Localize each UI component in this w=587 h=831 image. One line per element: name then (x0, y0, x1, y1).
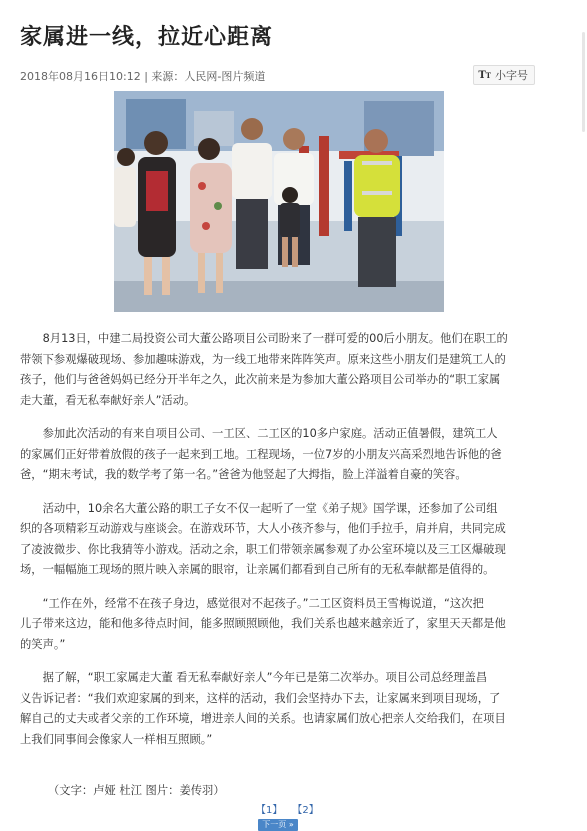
paragraph-line: 了凌波微步、你比我猜等小游戏。活动之余，职工们带领亲属参观了办公室环境以及三工区爆破现 (20, 542, 506, 556)
paragraph-line: 据了解，“职工家属走大董 看无私奉献好亲人”今年已是第二次举办。项目公司总经理盖昌 (42, 671, 488, 684)
meta-separator: | (144, 70, 152, 83)
paragraph (20, 499, 565, 581)
paragraph-line: 带领下参观爆破现场、参加趣味游戏，为一线工地带来阵阵笑声。原来这些小朋友们是建筑工人的 (20, 352, 506, 366)
next-page-button[interactable]: 下一页 » (258, 819, 298, 831)
paragraph-line: 的家属们正好带着放假的孩子一起来到工地。工程现场，一位7岁的小朋友兴高采烈地告诉他的爸 (20, 447, 502, 461)
publish-date: 2018年08月16日10:12 (20, 70, 141, 83)
paragraph (20, 668, 565, 750)
article-body (20, 329, 565, 763)
paragraph-line: “工作在外，经常不在孩子身边，感觉很对不起孩子。”二工区资料员王雪梅说道，“这次把 (42, 596, 484, 610)
paragraph-line: 爸，“期末考试，我的数学考了第一名。”爸爸为他竖起了大拇指，脸上洋溢着自豪的笑容。 (20, 468, 467, 481)
page-2-link[interactable]: 【2】 (292, 805, 319, 816)
font-size-toggle[interactable] (473, 65, 535, 85)
paragraph-line: 的笑声。” (20, 637, 66, 651)
scrollbar[interactable] (582, 32, 585, 132)
article-title: 家属进一线，拉近心距离 (20, 25, 274, 50)
paragraph-line: 参加此次活动的有来自项目公司、一工区、二工区的10多户家庭。活动正值暑假，建筑工人 (42, 427, 498, 440)
article-photo (114, 91, 444, 312)
paragraph (20, 594, 565, 656)
photo-credit: （文字：卢娅 杜江 图片：姜传羽） (48, 784, 225, 797)
paragraph-line: 孩子，他们与爸爸妈妈已经分开半年之久，此次前来是为参加大董公路项目公司举办的“职工家属 (20, 373, 501, 386)
paragraph-line: 上我们同事间会像家人一样相互照顾。” (20, 732, 213, 746)
paragraph (20, 329, 565, 411)
paragraph (20, 424, 565, 486)
meta-info (20, 68, 265, 84)
paragraph-line: 活动中，10余名大董公路的职工子女不仅一起听了一堂《弟子规》国学课，还参加了公司组 (42, 501, 498, 515)
paragraph-line: 儿子带来这边，能和他多待点时间，能多照顾照顾他，我们关系也越来越亲近了，家里天天都是他 (20, 617, 506, 630)
pagination (256, 801, 319, 816)
paragraph-line: 解自己的丈夫或者父亲的工作环境，增进亲人间的关系。也请家属们放心把亲人交给我们，在项目 (20, 712, 506, 725)
article-meta (20, 65, 567, 85)
paragraph-line: 8月13日，中建二局投资公司大董公路项目公司盼来了一群可爱的00后小朋友。他们在职工的 (42, 332, 508, 345)
article-source[interactable]: 来源：人民网-图片频道 (151, 70, 266, 83)
paragraph-line: 义告诉记者：“我们欢迎家属的到来，这样的活动，我们会坚持办下去，让家属来到项目现场，了 (20, 691, 501, 705)
paragraph-line: 织的各项精彩互动游戏与座谈会。在游戏环节，大人小孩齐参与，他们手拉手，肩并肩，共同完成 (20, 522, 506, 535)
paragraph-line: 走大董，看无私奉献好亲人”活动。 (20, 393, 196, 407)
font-size-icon: TT (478, 69, 491, 81)
page-1-link[interactable]: 【1】 (256, 805, 283, 816)
paragraph-line: 场，一幅幅施工现场的照片映入亲属的眼帘，让亲属们都看到自己所有的无私奉献都是值得的。 (20, 563, 495, 576)
font-size-label: 小字号 (495, 69, 528, 82)
